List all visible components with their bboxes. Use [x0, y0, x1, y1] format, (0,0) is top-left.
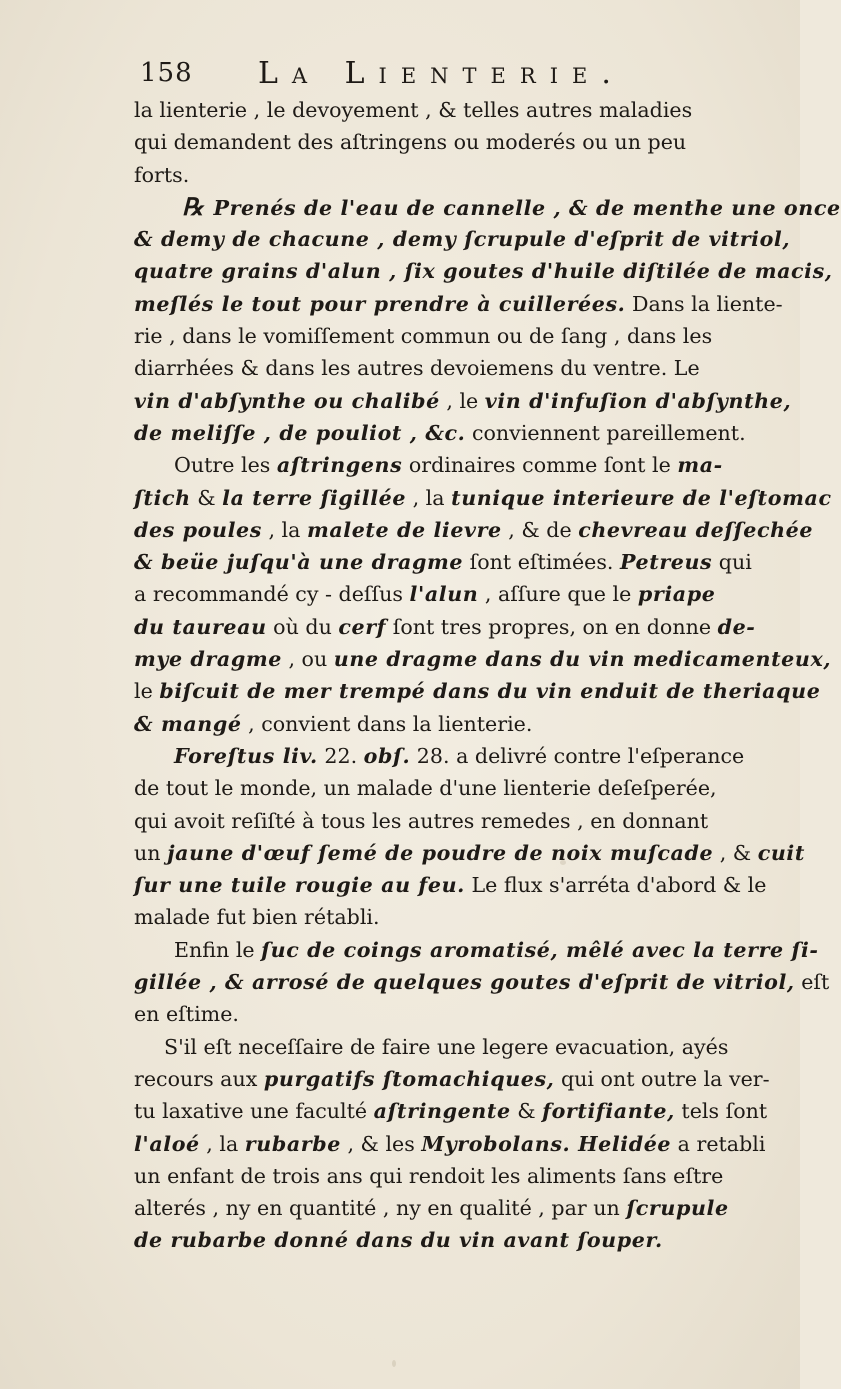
italic-text: vin d'abſynthe ou chalibé: [134, 388, 440, 413]
italic-text: du taureau: [134, 614, 267, 639]
text-run: Outre les: [174, 453, 277, 478]
text-run: S'il eſt neceſſaire de faire une legere evacuation, ayés: [164, 1034, 729, 1059]
text-line: [134, 837, 805, 869]
text-line: [134, 1224, 790, 1256]
italic-text: ma-: [677, 453, 723, 478]
italic-text: l'alun: [409, 582, 479, 607]
text-run: tels ſont: [674, 1099, 768, 1124]
text-line: [134, 708, 790, 740]
italic-text: & beüe juſqu'à une dragme: [134, 550, 464, 575]
text-run: a retabli: [671, 1131, 766, 1156]
italic-text: l'aloé: [134, 1131, 200, 1156]
text-run: 28. a delivré contre l'eſperance: [410, 743, 745, 768]
text-line: [134, 966, 830, 998]
text-line: [134, 449, 790, 481]
text-line: [134, 675, 821, 707]
text-line: [134, 901, 790, 933]
body-text: [134, 94, 841, 1257]
text-run: , le: [439, 388, 485, 413]
text-run: tu laxative une faculté: [134, 1099, 374, 1124]
text-line: [134, 1128, 790, 1160]
text-line: [134, 740, 790, 772]
text-line: [134, 255, 833, 287]
text-run: ordinaires comme ſont le: [402, 453, 678, 478]
italic-text: cerf: [338, 614, 387, 639]
text-line: [134, 805, 790, 837]
text-run: ſont tres propres, on en donne: [386, 614, 718, 639]
italic-text: une dragme dans du vin medicamenteux,: [333, 647, 832, 672]
text-run: recours aux: [134, 1066, 264, 1091]
text-run: la lienterie , le devoyement , & telles autres maladies: [134, 98, 693, 122]
text-run: où du: [266, 614, 339, 639]
text-run: le: [134, 679, 160, 704]
text-line: [134, 934, 819, 966]
text-line: [134, 578, 790, 610]
italic-text: de rubarbe donné dans du vin avant ſouper.: [134, 1228, 663, 1253]
italic-text: Foreſtus liv.: [174, 743, 318, 768]
italic-text: malete de lievre: [306, 517, 502, 542]
text-line: [134, 352, 790, 384]
italic-text: de meliſſe , de pouliot , &c.: [134, 420, 466, 445]
italic-text: purgatifs ſtomachiques,: [263, 1066, 555, 1091]
text-line: [134, 643, 832, 675]
text-line: [134, 482, 832, 514]
page-header: [140, 58, 800, 98]
italic-text: vin d'infuſion d'abſynthe,: [484, 388, 792, 413]
italic-text: cuit: [757, 840, 805, 865]
text-run: , & de: [501, 517, 579, 542]
italic-text: aſtringens: [276, 453, 403, 478]
running-title: La Lienterie.: [258, 56, 625, 91]
text-line: [134, 191, 841, 223]
text-run: rie , dans le vomiſſement commun ou de ſang , dans les: [134, 324, 713, 349]
paper-spot: [392, 1360, 396, 1367]
text-line: [134, 1192, 790, 1224]
recipe-symbol: ℞: [182, 191, 204, 221]
text-line: [134, 385, 790, 417]
italic-text: obſ.: [363, 743, 411, 768]
text-run: Le flux s'arréta d'abord & le: [464, 873, 767, 898]
text-run: qui demandent des aſtringens ou moderés ou un peu: [134, 130, 687, 155]
text-run: 22.: [317, 743, 364, 768]
text-run: de tout le monde, un malade d'une lienterie deſeſperée,: [134, 776, 717, 801]
italic-text: Prenés de l'eau de cannelle , & de menthe une once: [213, 195, 841, 220]
italic-text: fortifiante,: [542, 1099, 675, 1124]
italic-text: priape: [637, 582, 716, 607]
italic-text: meſlés le tout pour prendre à cuillerées.: [134, 291, 626, 316]
italic-text: la terre ſigillée: [222, 485, 407, 510]
text-run: eſt: [794, 970, 830, 995]
text-line: [134, 514, 814, 546]
italic-text: chevreau deſſechée: [578, 517, 814, 542]
text-run: qui avoit reſiſté à tous les autres remedes , en donnant: [134, 808, 709, 833]
italic-text: ſur une tuile rougie au feu.: [134, 873, 465, 898]
text-run: , la: [199, 1131, 245, 1156]
text-run: &: [190, 485, 223, 510]
text-run: , la: [406, 485, 452, 510]
text-line: [134, 869, 790, 901]
text-run: , convient dans la lienterie.: [241, 711, 533, 736]
italic-text: biſcuit de mer trempé dans du vin enduit de theriaque: [159, 679, 821, 704]
text-run: , & les: [340, 1131, 422, 1156]
text-run: , aſſure que le: [478, 582, 638, 607]
text-line: [134, 126, 790, 158]
page-number: 158: [140, 58, 193, 88]
text-run: malade fut bien rétabli.: [134, 905, 380, 930]
italic-text: & mangé: [134, 711, 242, 736]
italic-text: jaune d'œuf ſemé de poudre de noix muſcade: [167, 840, 714, 865]
text-run: , la: [261, 517, 307, 542]
italic-text: ſcrupule: [626, 1196, 729, 1221]
text-run: ſont eſtimées.: [463, 550, 620, 575]
text-run: un: [134, 840, 168, 865]
italic-text: de-: [717, 614, 756, 639]
italic-text: gillée , & arrosé de quelques goutes d'eſprit de vitriol,: [134, 970, 795, 995]
text-line: [134, 611, 790, 643]
text-run: un enfant de trois ans qui rendoit les aliments ſans eſtre: [134, 1163, 724, 1188]
text-line: [134, 223, 790, 255]
text-run: en eſtime.: [134, 1002, 239, 1027]
italic-text: ſuc de coings aromatisé, mêlé avec la terre ſi-: [261, 937, 819, 962]
italic-text: tunique interieure de l'eſtomac: [451, 485, 832, 510]
italic-text: rubarbe: [244, 1131, 341, 1156]
text-run: &: [510, 1099, 543, 1124]
text-line: [134, 159, 790, 191]
text-run: , ou: [281, 647, 334, 672]
text-line: [134, 1063, 790, 1095]
text-line: [134, 1160, 790, 1192]
italic-text: & demy de chacune , demy ſcrupule d'eſprit de vitriol,: [134, 227, 791, 252]
italic-text: des poules: [134, 517, 262, 542]
text-line: [134, 772, 790, 804]
text-line: [134, 998, 790, 1030]
text-run: Enfin le: [174, 937, 262, 962]
text-run: forts.: [134, 162, 190, 187]
italic-text: Petreus: [619, 550, 713, 575]
text-run: , &: [713, 840, 758, 865]
italic-text: aſtringente: [373, 1099, 511, 1124]
italic-text: ſtich: [134, 485, 191, 510]
text-line: [134, 320, 790, 352]
text-line: [134, 1095, 790, 1127]
text-run: qui: [712, 550, 752, 575]
text-line: [134, 546, 790, 578]
text-run: Dans la liente-: [625, 291, 783, 316]
text-run: a recommandé cy - deſſus: [134, 582, 410, 607]
text-run: alterés , ny en quantité , ny en qualité , par un: [134, 1196, 627, 1221]
text-line: [134, 94, 790, 126]
italic-text: quatre grains d'alun , ſix goutes d'huile diſtilée de macis,: [134, 259, 833, 284]
text-run: conviennent pareillement.: [465, 420, 746, 445]
italic-text: Myrobolans. Helidée: [421, 1131, 672, 1156]
text-line: [134, 1031, 790, 1063]
italic-text: mye dragme: [134, 647, 282, 672]
text-line: [134, 288, 790, 320]
text-line: [134, 417, 790, 449]
text-run: diarrhées & dans les autres devoiemens du ventre. Le: [134, 356, 700, 381]
text-run: qui ont outre la ver-: [554, 1066, 770, 1091]
